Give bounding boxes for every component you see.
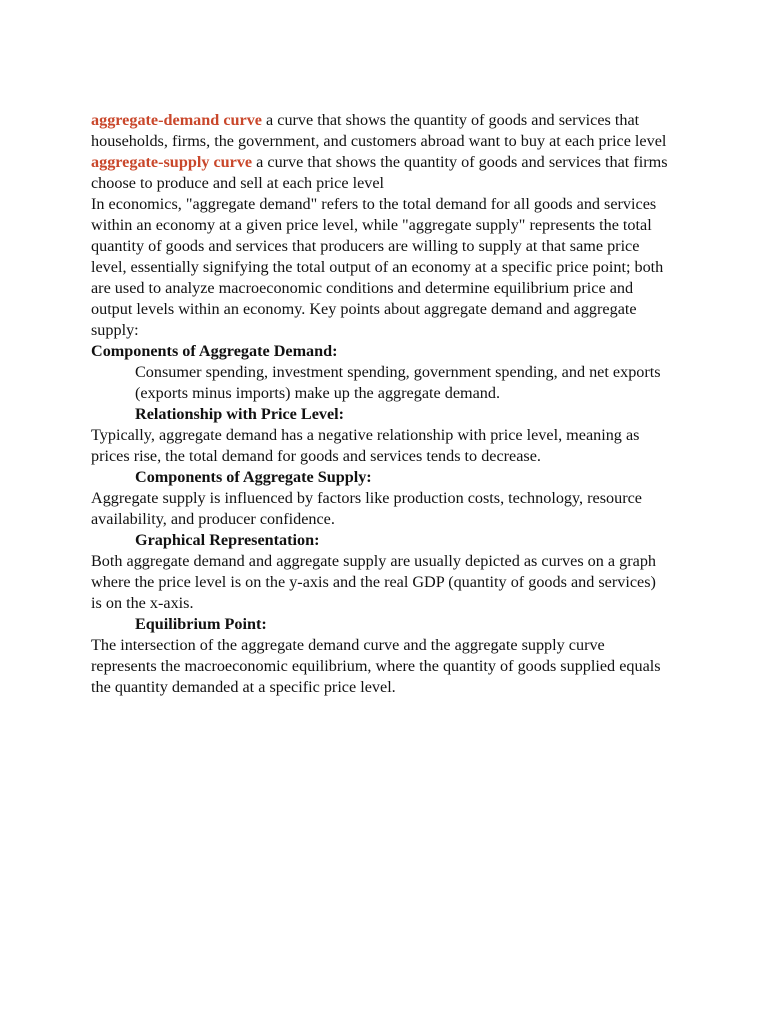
intro-paragraph: In economics, "aggregate demand" refers to the total demand for all goods and services within an economy at a given price level, while "aggregate supply" represents the total quantity of goods and services that producers are willing to supply at that same price level, essentially signifying the total output of an economy at a specific price point; both are used to analyze macroeconomic conditions and determine equilibrium price and output levels within an economy. Key points about aggregate demand and aggregate supply: [91, 195, 664, 339]
definition-aggregate-supply [91, 152, 668, 194]
definition-text: a curve that shows the quantity of goods and services that firms choose to produce and sell at each price level [91, 153, 668, 192]
term-aggregate-supply-curve: aggregate-supply curve [91, 153, 253, 171]
point-text-equilibrium: The intersection of the aggregate demand curve and the aggregate supply curve represents the macroeconomic equilibrium, where the quantity of goods supplied equals the quantity demanded at a specific price level. [91, 636, 661, 696]
point-text-aggregate-supply: Aggregate supply is influenced by factors like production costs, technology, resource availability, and producer confidence. [91, 489, 642, 528]
section-heading: Components of Aggregate Demand: [91, 342, 338, 360]
definition-text: a curve that shows the quantity of goods and services that households, firms, the government, and customers abroad want to buy at each price level [91, 111, 667, 150]
point-heading-equilibrium: Equilibrium Point: [135, 615, 267, 633]
section-indented-paragraph: Consumer spending, investment spending, government spending, and net exports (exports minus imports) make up the aggregate demand. [135, 363, 661, 402]
point-heading-aggregate-supply: Components of Aggregate Supply: [135, 468, 372, 486]
point-text-graphical: Both aggregate demand and aggregate supply are usually depicted as curves on a graph where the price level is on the y-axis and the real GDP (quantity of goods and services) is on the x-axis. [91, 552, 657, 612]
point-heading-relationship: Relationship with Price Level: [135, 405, 345, 423]
definition-aggregate-demand [91, 110, 668, 152]
term-aggregate-demand-curve: aggregate-demand curve [91, 111, 262, 129]
point-text-relationship: Typically, aggregate demand has a negative relationship with price level, meaning as prices rise, the total demand for goods and services tends to decrease. [91, 426, 640, 465]
point-heading-graphical: Graphical Representation: [135, 531, 320, 549]
